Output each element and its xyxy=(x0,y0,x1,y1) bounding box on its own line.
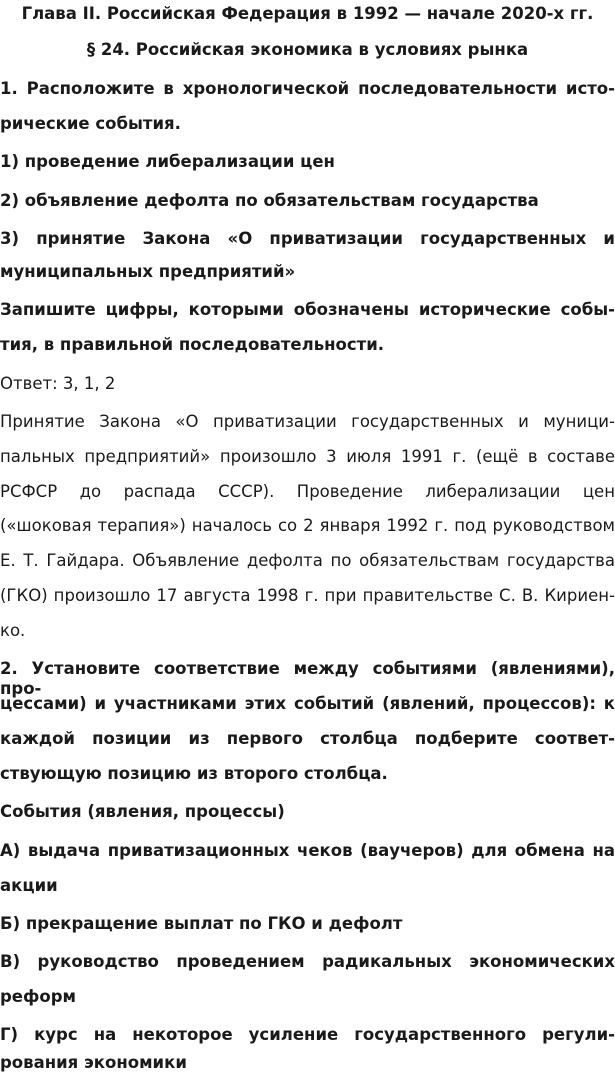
task1-item-1: 1) проведение либерализации цен xyxy=(0,152,335,171)
task2-prompt-line4: ствующую позицию из второго столбца. xyxy=(0,764,388,783)
task1-explanation-line6: (ГКО) произошло 17 августа 1998 г. при правительстве С. В. Кириен- xyxy=(0,586,615,605)
task2-item-a-line1: А) выдача приватизационных чеков (ваучеров) для обмена на xyxy=(0,841,615,860)
task2-item-b: Б) прекращение выплат по ГКО и дефолт xyxy=(0,914,403,933)
task2-prompt-line3: каждой позиции из первого столбца подберите соответ- xyxy=(0,729,615,748)
task1-explanation-line4: («шоковая терапия») началось со 2 января 1992 г. под руководством xyxy=(0,516,615,535)
task1-item-2: 2) объявление дефолта по обязательствам государства xyxy=(0,191,539,210)
task1-prompt-line2: рические события. xyxy=(0,114,181,133)
task2-item-g-line2: рования экономики xyxy=(0,1053,187,1072)
task1-item-3-line2: муниципальных предприятий» xyxy=(0,262,296,281)
task1-instruction-line2: тия, в правильной последовательности. xyxy=(0,335,385,354)
task1-explanation-line1: Принятие Закона «О приватизации государственных и муници- xyxy=(0,412,615,431)
task1-explanation-line2: пальных предприятий» произошло 3 июля 1991 г. (ещё в составе xyxy=(0,447,615,466)
task2-prompt-line1: 2. Установите соответствие между событиями (явлениями), про- xyxy=(0,659,615,698)
task2-prompt-line2: цессами) и участниками этих событий (явлений, процессов): к xyxy=(0,694,615,713)
task2-item-a-line2: акции xyxy=(0,876,58,895)
task2-item-v-line2: реформ xyxy=(0,987,77,1006)
task1-item-3-line1: 3) принятие Закона «О приватизации государственных и xyxy=(0,229,615,248)
task1-explanation-line3: РСФСР до распада СССР). Проведение либерализации цен xyxy=(0,482,615,501)
section-title: § 24. Российская экономика в условиях рынка xyxy=(86,40,529,59)
task1-explanation-line5: Е. Т. Гайдара. Объявление дефолта по обязательствам государства xyxy=(0,551,615,570)
task2-column-title: События (явления, процессы) xyxy=(0,802,285,821)
chapter-title: Глава II. Российская Федерация в 1992 — начале 2020-х гг. xyxy=(21,4,594,23)
task2-item-g-line1: Г) курс на некоторое усиление государственного регули- xyxy=(0,1025,615,1044)
task2-item-v-line1: В) руководство проведением радикальных экономических xyxy=(0,952,615,971)
task1-prompt-line1: 1. Расположите в хронологической последовательности исто- xyxy=(0,79,615,98)
task1-answer: Ответ: 3, 1, 2 xyxy=(0,374,116,393)
task1-explanation-line7: ко. xyxy=(0,621,26,640)
task1-instruction-line1: Запишите цифры, которыми обозначены исторические собы- xyxy=(0,300,615,319)
